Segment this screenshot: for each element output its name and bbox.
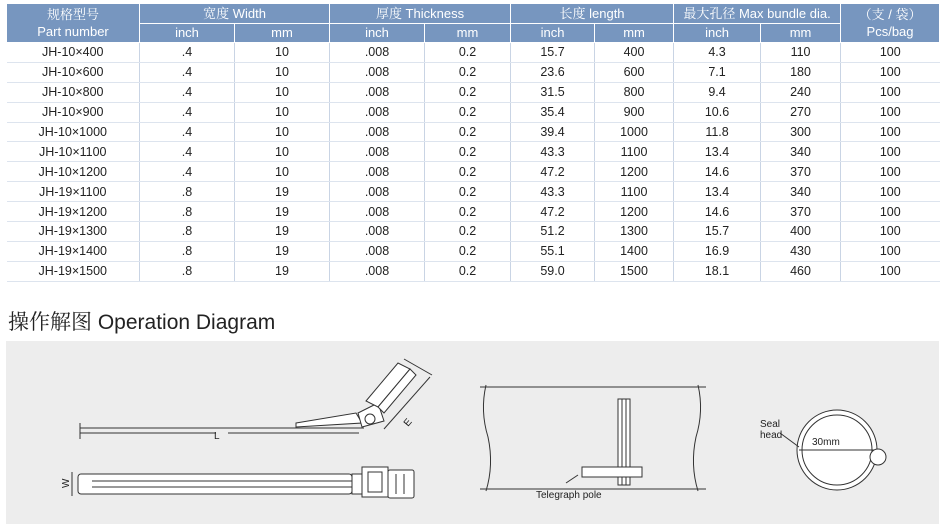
table-cell: 0.2: [425, 102, 511, 122]
table-cell: 100: [841, 241, 940, 261]
table-cell: 10: [235, 142, 330, 162]
spec-table-body: [7, 43, 940, 282]
table-cell: 400: [595, 43, 674, 63]
table-row: [7, 142, 940, 162]
table-cell: 19: [235, 241, 330, 261]
table-cell: 10: [235, 62, 330, 82]
table-cell: 0.2: [425, 241, 511, 261]
table-cell: 460: [761, 261, 841, 281]
table-row: [7, 102, 940, 122]
table-cell: 51.2: [511, 222, 595, 242]
table-cell: 43.3: [511, 182, 595, 202]
unit-header: mm: [761, 24, 841, 43]
label-E: E: [401, 416, 415, 429]
table-cell: 7.1: [674, 62, 761, 82]
table-cell: .008: [330, 122, 425, 142]
table-cell: 270: [761, 102, 841, 122]
table-cell: 340: [761, 142, 841, 162]
table-cell: 59.0: [511, 261, 595, 281]
table-cell: 0.2: [425, 222, 511, 242]
part-number-cell: JH-10×1000: [7, 122, 140, 142]
table-cell: 100: [841, 43, 940, 63]
part-number-cell: JH-10×600: [7, 62, 140, 82]
header-row-units: [7, 24, 940, 43]
table-cell: 15.7: [511, 43, 595, 63]
table-cell: 100: [841, 142, 940, 162]
table-cell: 19: [235, 261, 330, 281]
part-number-cell: JH-10×1200: [7, 162, 140, 182]
table-row: [7, 162, 940, 182]
table-cell: 0.2: [425, 261, 511, 281]
table-cell: .008: [330, 82, 425, 102]
cable-tie-side-view: [72, 467, 414, 498]
part-number-cell: JH-10×800: [7, 82, 140, 102]
table-row: [7, 241, 940, 261]
table-cell: 800: [595, 82, 674, 102]
table-cell: 100: [841, 202, 940, 222]
table-cell: 0.2: [425, 82, 511, 102]
table-cell: .008: [330, 222, 425, 242]
table-cell: 1400: [595, 241, 674, 261]
part-number-cell: JH-10×900: [7, 102, 140, 122]
table-cell: .4: [140, 43, 235, 63]
table-cell: 0.2: [425, 43, 511, 63]
table-cell: 0.2: [425, 182, 511, 202]
telegraph-pole-diagram: [480, 385, 706, 491]
spec-table: [6, 3, 940, 282]
header-pcs-zh: （支 / 袋）: [858, 7, 922, 22]
label-L: L: [214, 431, 220, 442]
table-cell: 100: [841, 182, 940, 202]
table-cell: 1200: [595, 162, 674, 182]
table-cell: 0.2: [425, 142, 511, 162]
unit-header: inch: [330, 24, 425, 43]
table-cell: 100: [841, 261, 940, 281]
table-row: [7, 122, 940, 142]
table-cell: .008: [330, 102, 425, 122]
table-cell: 23.6: [511, 62, 595, 82]
table-cell: 110: [761, 43, 841, 63]
part-number-cell: JH-19×1500: [7, 261, 140, 281]
part-number-cell: JH-10×400: [7, 43, 140, 63]
table-cell: .4: [140, 162, 235, 182]
table-cell: 43.3: [511, 142, 595, 162]
table-cell: .008: [330, 241, 425, 261]
table-row: [7, 202, 940, 222]
unit-header: inch: [511, 24, 595, 43]
table-cell: 1100: [595, 142, 674, 162]
table-cell: 1300: [595, 222, 674, 242]
table-row: [7, 62, 940, 82]
table-cell: 100: [841, 222, 940, 242]
table-cell: .4: [140, 102, 235, 122]
table-cell: 100: [841, 122, 940, 142]
table-cell: 430: [761, 241, 841, 261]
table-cell: 370: [761, 202, 841, 222]
table-cell: 4.3: [674, 43, 761, 63]
table-cell: .008: [330, 182, 425, 202]
table-cell: 19: [235, 182, 330, 202]
table-cell: .8: [140, 202, 235, 222]
table-cell: 13.4: [674, 142, 761, 162]
table-cell: 14.6: [674, 162, 761, 182]
table-row: [7, 43, 940, 63]
label-seal-line2: head: [760, 430, 783, 441]
table-cell: 16.9: [674, 241, 761, 261]
operation-diagram-panel: [6, 341, 939, 524]
table-cell: 0.2: [425, 202, 511, 222]
operation-diagram: [6, 341, 939, 524]
header-pcs-en: Pcs/bag: [866, 24, 914, 39]
label-telegraph-pole: Telegraph pole: [536, 490, 602, 501]
table-cell: 47.2: [511, 202, 595, 222]
table-cell: 0.2: [425, 62, 511, 82]
table-cell: .4: [140, 62, 235, 82]
table-cell: 300: [761, 122, 841, 142]
table-row: [7, 182, 940, 202]
table-cell: 9.4: [674, 82, 761, 102]
table-cell: .8: [140, 182, 235, 202]
table-cell: 340: [761, 182, 841, 202]
table-cell: 19: [235, 202, 330, 222]
table-cell: 47.2: [511, 162, 595, 182]
unit-header: mm: [235, 24, 330, 43]
table-cell: 39.4: [511, 122, 595, 142]
header-part-zh: 规格型号: [46, 7, 99, 22]
table-cell: .008: [330, 43, 425, 63]
table-cell: 10: [235, 122, 330, 142]
table-cell: .008: [330, 62, 425, 82]
table-cell: 11.8: [674, 122, 761, 142]
table-cell: 19: [235, 222, 330, 242]
seal-head-diagram: [780, 410, 886, 490]
header-width: 宽度 Width: [140, 4, 330, 24]
table-cell: 13.4: [674, 182, 761, 202]
table-cell: 35.4: [511, 102, 595, 122]
table-cell: 100: [841, 102, 940, 122]
table-cell: 1200: [595, 202, 674, 222]
table-cell: 1500: [595, 261, 674, 281]
part-number-cell: JH-19×1100: [7, 182, 140, 202]
table-cell: .008: [330, 261, 425, 281]
table-cell: 18.1: [674, 261, 761, 281]
table-cell: 100: [841, 62, 940, 82]
table-cell: 10: [235, 102, 330, 122]
table-cell: 180: [761, 62, 841, 82]
unit-header: inch: [674, 24, 761, 43]
unit-header: inch: [140, 24, 235, 43]
cable-tie-top-view: [80, 359, 432, 439]
header-part-number: [7, 4, 140, 43]
table-cell: 1100: [595, 182, 674, 202]
label-seal-line1: Seal: [760, 419, 781, 430]
table-cell: 10: [235, 82, 330, 102]
table-cell: .4: [140, 82, 235, 102]
table-cell: .8: [140, 222, 235, 242]
table-cell: 10.6: [674, 102, 761, 122]
header-row-top: [7, 4, 940, 24]
table-cell: .8: [140, 261, 235, 281]
table-cell: 100: [841, 162, 940, 182]
table-row: [7, 222, 940, 242]
table-cell: 900: [595, 102, 674, 122]
label-diameter: 30mm: [812, 437, 840, 448]
header-part-en: Part number: [37, 24, 109, 39]
header-thickness: 厚度 Thickness: [330, 4, 511, 24]
table-cell: 600: [595, 62, 674, 82]
label-W: W: [61, 478, 72, 488]
table-row: [7, 82, 940, 102]
table-cell: 400: [761, 222, 841, 242]
table-cell: .4: [140, 142, 235, 162]
header-pcs-bag: [841, 4, 940, 43]
table-cell: 100: [841, 82, 940, 102]
table-cell: .008: [330, 202, 425, 222]
table-cell: 0.2: [425, 162, 511, 182]
table-cell: 10: [235, 43, 330, 63]
table-cell: .8: [140, 241, 235, 261]
part-number-cell: JH-19×1200: [7, 202, 140, 222]
header-bundle: 最大孔径 Max bundle dia.: [674, 4, 841, 24]
table-cell: 240: [761, 82, 841, 102]
table-cell: .4: [140, 122, 235, 142]
table-cell: 14.6: [674, 202, 761, 222]
part-number-cell: JH-19×1400: [7, 241, 140, 261]
table-cell: 31.5: [511, 82, 595, 102]
unit-header: mm: [425, 24, 511, 43]
table-cell: 10: [235, 162, 330, 182]
section-title: 操作解图 Operation Diagram: [8, 311, 276, 334]
table-cell: .008: [330, 162, 425, 182]
table-cell: 370: [761, 162, 841, 182]
unit-header: mm: [595, 24, 674, 43]
table-cell: 0.2: [425, 122, 511, 142]
part-number-cell: JH-10×1100: [7, 142, 140, 162]
part-number-cell: JH-19×1300: [7, 222, 140, 242]
table-cell: .008: [330, 142, 425, 162]
table-cell: 15.7: [674, 222, 761, 242]
table-row: [7, 261, 940, 281]
table-cell: 55.1: [511, 241, 595, 261]
header-length: 长度 length: [511, 4, 674, 24]
table-cell: 1000: [595, 122, 674, 142]
